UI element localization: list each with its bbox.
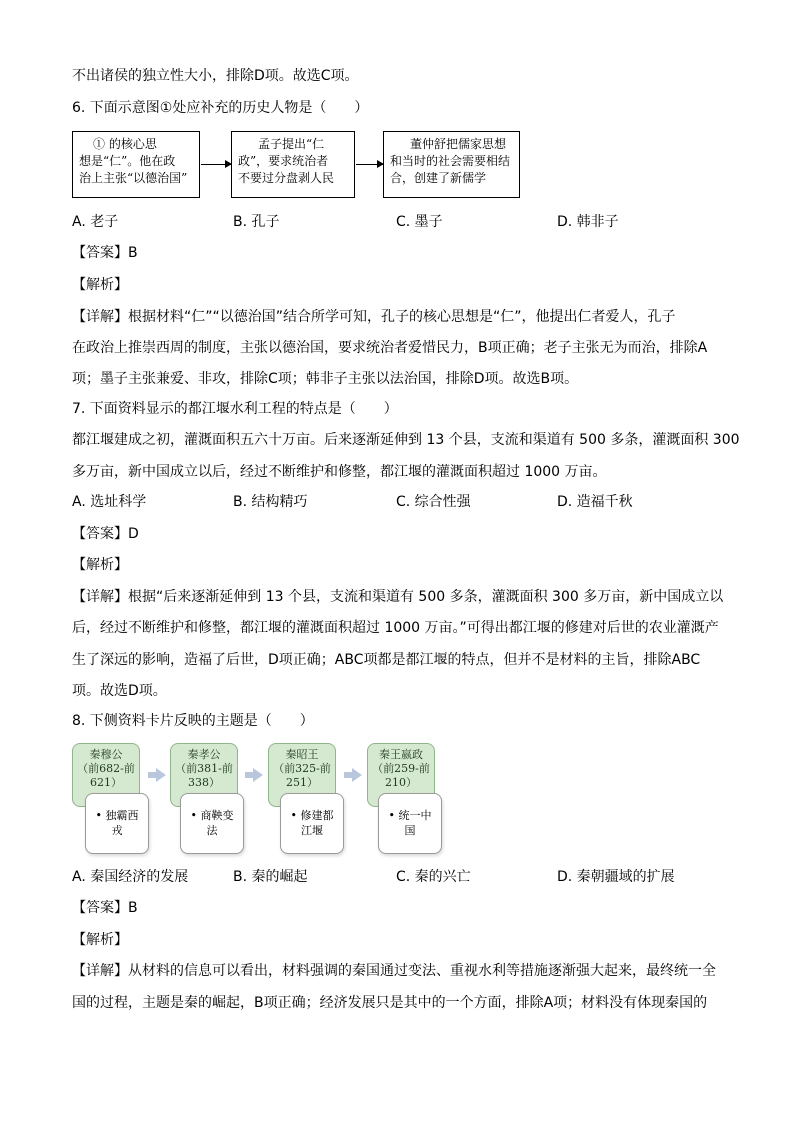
q6-box-3-line-2: 和当时的社会需要相结 xyxy=(390,154,511,168)
q6-box-1-line-1: ① 的核心思 xyxy=(93,137,157,151)
q8-option-d: D. 秦朝疆域的扩展 xyxy=(557,869,675,885)
q8-card-2-years-a: （前381-前 xyxy=(175,762,233,775)
q8-card-4-years-a: （前259-前 xyxy=(372,762,430,775)
q8-card-4-event-a: • 统一中 xyxy=(388,809,432,822)
q6-box-1-line-2: 想是“仁”。他在政 xyxy=(79,154,176,168)
q8-card-4-years-b: 210） xyxy=(385,776,417,789)
q7-stem: 7. 下面资料显示的都江堰水利工程的特点是（ ） xyxy=(72,401,398,417)
q7-detail-line-2: 后，经过不断维护和修整，都江堰的灌溉面积超过 1000 万亩。”可得出都江堰的修建对后世的农业灌溉产 xyxy=(72,620,719,636)
q8-detail-line-2: 国的过程，主题是秦的崛起，B项正确；经济发展只是其中的一个方面，排除A项；材料没有体现秦国的 xyxy=(72,995,708,1011)
q8-card-1-body xyxy=(85,793,149,854)
q8-card-4-ruler: 秦王嬴政 xyxy=(379,748,423,761)
q7-option-b: B. 结构精巧 xyxy=(233,494,308,510)
q6-detail-line-3: 项；墨子主张兼爱、非攻，排除C项；韩非子主张以法治国，排除D项。故选B项。 xyxy=(72,371,579,387)
q8-card-3-event-a: • 修建都 xyxy=(290,809,334,822)
q8-card-3-years-a: （前325-前 xyxy=(273,762,331,775)
q8-card-2-body xyxy=(180,793,244,854)
q8-card-1-ruler: 秦穆公 xyxy=(89,748,123,761)
intro-text: 不出诸侯的独立性大小，排除D项。故选C项。 xyxy=(72,68,359,84)
q6-answer: 【答案】B xyxy=(72,245,138,261)
q6-box-3-line-1: 董仲舒把儒家思想 xyxy=(410,137,507,151)
q7-material-line-1: 都江堰建成之初，灌溉面积五六十万亩。后来逐渐延伸到 13 个县，支流和渠道有 500 多条，灌溉面积 300 xyxy=(72,432,740,448)
q8-card-3-ruler: 秦昭王 xyxy=(285,748,319,761)
q6-option-c: C. 墨子 xyxy=(396,214,443,230)
q6-detail-line-1: 【详解】根据材料“仁”“以德治国”结合所学可知，孔子的核心思想是“仁”，他提出仁者爱人，孔子 xyxy=(72,309,676,325)
q7-option-a: A. 选址科学 xyxy=(72,494,147,510)
q7-answer: 【答案】D xyxy=(72,526,139,542)
q8-card-1-years-a: （前682-前 xyxy=(77,762,135,775)
q6-option-a: A. 老子 xyxy=(72,214,119,230)
q6-arrow-2 xyxy=(356,164,383,165)
q8-analysis-label: 【解析】 xyxy=(72,932,128,948)
q8-card-4-event-b: 国 xyxy=(404,824,416,837)
q7-option-d: D. 造福千秋 xyxy=(557,494,633,510)
q6-box-2 xyxy=(231,131,355,198)
q6-box-2-line-2: 政”，要求统治者 xyxy=(238,154,329,168)
q8-card-3-years-b: 251） xyxy=(286,776,318,789)
q8-card-1-event-a: • 独霸西 xyxy=(95,809,139,822)
q8-option-c: C. 秦的兴亡 xyxy=(396,869,471,885)
q8-arrow-3 xyxy=(352,768,362,782)
q6-stem: 6. 下面示意图①处应补充的历史人物是（ ） xyxy=(72,100,369,116)
q8-arrow-2 xyxy=(253,768,263,782)
q8-card-2-event-a: • 商鞅变 xyxy=(190,809,234,822)
q8-card-2-years-b: 338） xyxy=(188,776,220,789)
q6-analysis-label: 【解析】 xyxy=(72,277,128,293)
q6-box-2-line-3: 不要过分盘剥人民 xyxy=(238,171,335,185)
q8-option-b: B. 秦的崛起 xyxy=(233,869,308,885)
q6-detail-line-2: 在政治上推崇西周的制度，主张以德治国，要求统治者爱惜民力，B项正确；老子主张无为而治，排除A xyxy=(72,340,708,356)
q8-option-a: A. 秦国经济的发展 xyxy=(72,869,189,885)
q6-option-d: D. 韩非子 xyxy=(557,214,619,230)
q6-box-3-line-3: 合，创建了新儒学 xyxy=(390,171,487,185)
q7-detail-line-1: 【详解】根据“后来逐渐延伸到 13 个县，支流和渠道有 500 多条，灌溉面积 300 多万亩，新中国成立以 xyxy=(72,589,724,605)
q6-box-1-line-3: 治上主张“以德治国” xyxy=(79,171,188,185)
q7-detail-line-3: 生了深远的影响，造福了后世，D项正确；ABC项都是都江堰的特点，但并不是材料的主旨，排除ABC xyxy=(72,652,701,668)
q7-material-line-2: 多万亩，新中国成立以后，经过不断维护和修整，都江堰的灌溉面积超过 1000 万亩。 xyxy=(72,464,607,480)
q8-stem: 8. 下侧资料卡片反映的主题是（ ） xyxy=(72,713,314,729)
q8-detail-line-1: 【详解】从材料的信息可以看出，材料强调的秦国通过变法、重视水利等措施逐渐强大起来，最终统一全 xyxy=(72,963,716,979)
q6-option-b: B. 孔子 xyxy=(233,214,280,230)
q7-detail-line-4: 项。故选D项。 xyxy=(72,683,167,699)
q8-card-2-ruler: 秦孝公 xyxy=(187,748,221,761)
q6-arrow-1 xyxy=(201,164,231,165)
q6-box-1 xyxy=(72,131,200,198)
q8-arrow-1 xyxy=(156,768,166,782)
q7-option-c: C. 综合性强 xyxy=(396,494,471,510)
q6-box-2-line-1: 孟子提出“仁 xyxy=(258,137,325,151)
q8-card-1-event-b: 戎 xyxy=(111,824,123,837)
q8-card-1-years-b: 621） xyxy=(90,776,122,789)
q8-card-3-event-b: 江堰 xyxy=(301,824,323,837)
q6-box-3 xyxy=(383,131,520,198)
q8-card-2-event-b: 法 xyxy=(206,824,218,837)
q8-card-4-body xyxy=(378,793,442,854)
q8-card-3-body xyxy=(280,793,344,854)
q8-answer: 【答案】B xyxy=(72,900,138,916)
q7-analysis-label: 【解析】 xyxy=(72,557,128,573)
